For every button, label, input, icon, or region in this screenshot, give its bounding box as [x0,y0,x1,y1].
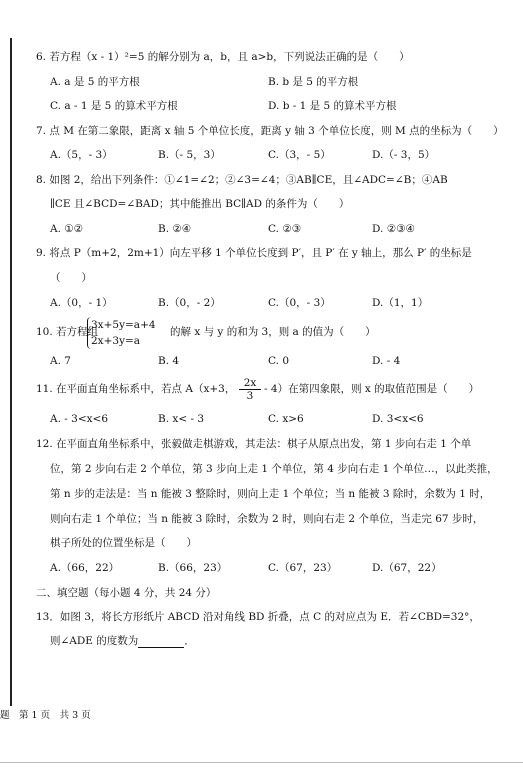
question-10-option-c: C. 0 [268,355,290,367]
question-11-option-b: B. x< - 3 [158,413,205,425]
question-7-option-a: A.（5，- 3） [50,149,113,161]
equation-1: 3x+5y=a+4 [91,319,156,331]
question-9-option-c: C.（0，- 3） [268,297,331,309]
fraction-2x-over-3 [239,377,261,402]
question-12-line-2: 位，第 2 步向右走 2 个单位，第 3 步向上走 1 个单位，第 4 步向右走 1 个单位…，以此类推， [50,463,498,475]
question-9-option-d: D.（1，1） [372,297,429,309]
question-10-option-a: A. 7 [50,355,71,367]
equation-2: 2x+3y=a [91,335,141,347]
question-6-option-c: C. a - 1 是 5 的算术平方根 [50,100,178,112]
question-7-option-c: C.（3，- 5） [268,149,331,161]
left-margin-rule [10,38,12,706]
question-13-end-mark: ． [184,635,195,647]
question-13-line-1: 13．如图 3，将长方形纸片 ABCD 沿对角线 BD 折叠，点 C 的对应点为 E．若∠CBD=32°， [36,611,480,623]
question-11-option-a: A. - 3<x<6 [50,413,109,425]
question-12-option-d: D.（67，22） [372,562,442,574]
fraction-denominator: 3 [246,390,254,402]
fraction-numerator: 2x [239,377,261,390]
question-12-option-a: A.（66，22） [50,562,120,574]
question-10-option-b: B. 4 [158,355,180,367]
question-11-option-c: C. x>6 [268,413,304,425]
question-8-line-1: 8. 如图 2，给出下列条件：①∠1=∠2；②∠3=∠4；③AB∥CE，且∠ADC=∠B；④AB [36,174,448,186]
question-12-line-3: 第 n 步的走法是：当 n 能被 3 整除时，则向上走 1 个单位；当 n 能被 3 除时，余数为 1 时， [50,488,491,500]
question-9-option-a: A.（0，- 1） [50,297,113,309]
question-13-line-2 [50,634,195,648]
question-11-suffix: - 4）在第四象限，则 x 的取值范围是（ ） [264,383,480,395]
question-8-option-d: D. ②③④ [372,223,415,235]
question-12-line-1: 12. 在平面直角坐标系中，张毅做走棋游戏，其走法：棋子从原点出发，第 1 步向右走 1 个单 [36,438,472,450]
question-12-line-5: 棋子所处的位置坐标是（ ） [50,537,197,549]
page-footer: 题 第 1 页 共 3 页 [0,710,91,721]
question-6-option-d: D. b - 1 是 5 的算术平方根 [268,100,397,112]
question-7-option-d: D.（- 3，5） [372,149,436,161]
question-11-prefix: 11. 在平面直角坐标系中，若点 A（x+3， [36,383,236,395]
question-9-option-b: B.（0，- 2） [158,297,221,309]
question-6-option-a: A. a 是 5 的平方根 [50,76,140,88]
question-10-suffix: 的解 x 与 y 的和为 3，则 a 的值为（ ） [170,326,376,338]
answer-blank[interactable] [138,636,184,648]
question-6-stem: 6. 若方程（x - 1）²=5 的解分别为 a，b，且 a>b，下列说法正确的是（ ） [36,51,410,63]
question-10-prefix: 10. 若方程组 [36,326,99,338]
question-9-line-1: 9. 将点 P（m+2，2m+1）向左平移 1 个单位长度到 P′，且 P′ 在 y 轴上，那么 P′ 的坐标是 [36,247,472,259]
question-11-option-d: D. 3<x<6 [372,413,424,425]
question-8-line-2: ∥CE 且∠BCD=∠BAD；其中能推出 BC∥AD 的条件为（ ） [50,198,350,210]
question-7-option-b: B.（- 5，3） [158,149,221,161]
page-bottom-divider [0,762,523,763]
question-7-stem: 7. 点 M 在第二象限，距离 x 轴 5 个单位长度，距离 y 轴 3 个单位长度，则 M 点的坐标为（ ） [36,125,504,137]
question-12-line-4: 则向右走 1 个单位；当 n 能被 3 除时，余数为 2 时，则向右走 2 个单位，当走完 67 步时， [50,513,484,525]
question-8-option-c: C. ②③ [268,223,302,235]
question-6-option-b: B. b 是 5 的平方根 [268,76,359,88]
question-9-line-2: （ ） [50,272,92,284]
equation-system-brace [87,317,174,349]
section-heading-fill-in: 二、填空题（每小题 4 分，共 24 分） [36,587,217,599]
question-13-line-2-text: 则∠ADE 的度数为 [50,635,139,647]
question-8-option-a: A. ①② [50,223,84,235]
question-8-option-b: B. ②④ [158,223,192,235]
question-12-option-b: B.（66，23） [158,562,228,574]
question-12-option-c: C.（67，23） [268,562,338,574]
question-10-option-d: D. - 4 [372,355,401,367]
